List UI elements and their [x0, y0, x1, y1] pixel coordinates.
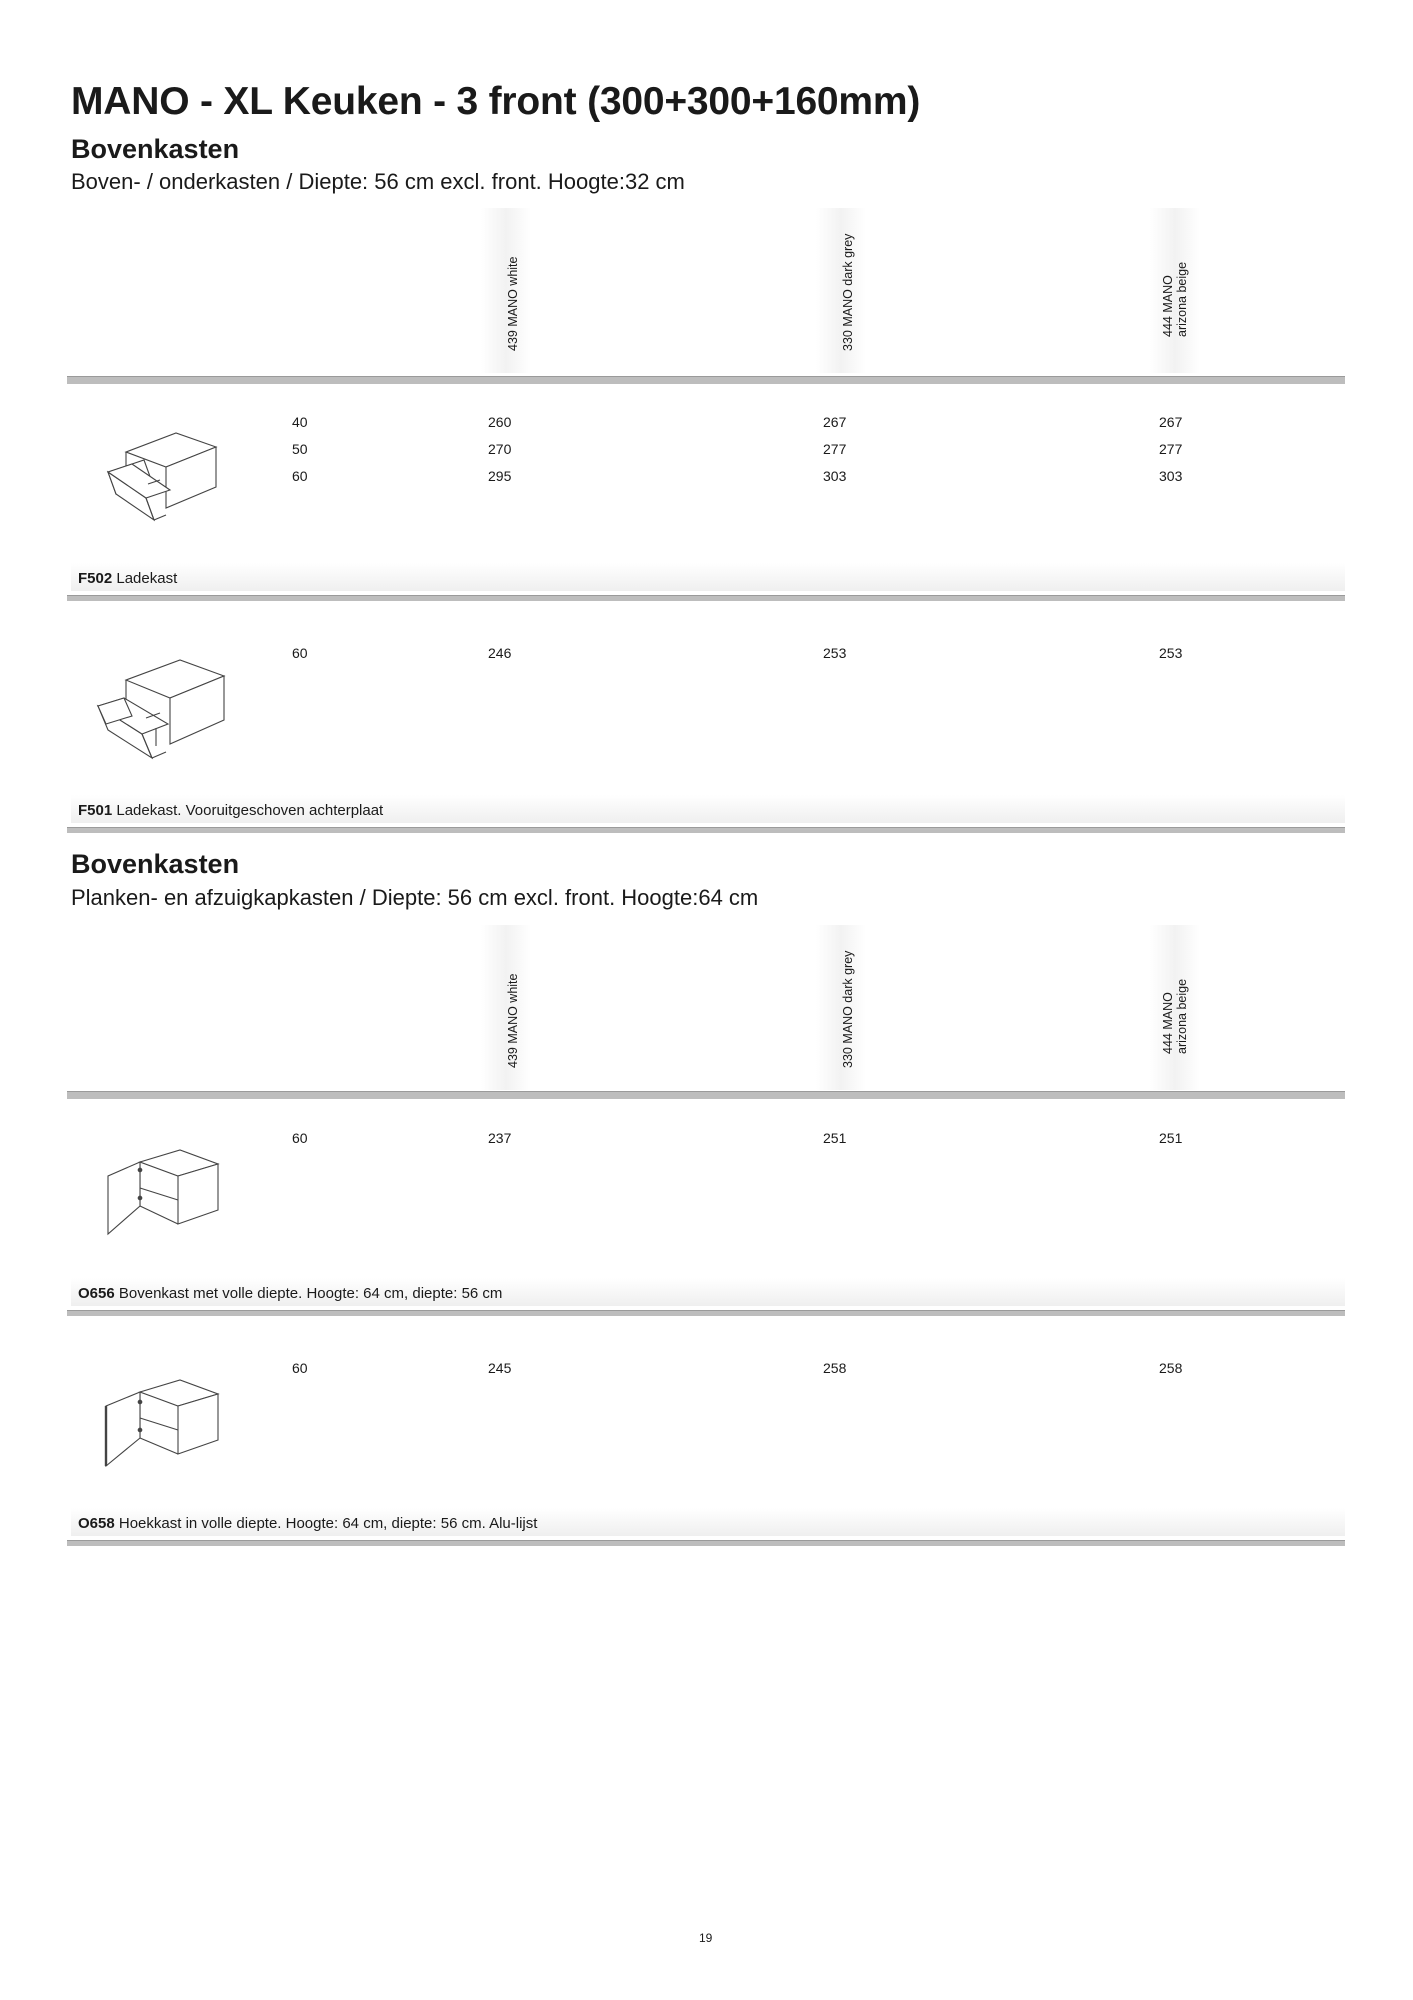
- column-header: [816, 208, 866, 373]
- price-cell: 253: [823, 645, 847, 661]
- column-header-label: 330 MANO dark grey: [841, 233, 855, 351]
- price-cell: 267: [823, 414, 847, 430]
- width-value: 60: [292, 1360, 308, 1376]
- column-header-label: 444 MANO arizona beige: [1161, 978, 1189, 1054]
- column-header: [1150, 925, 1200, 1090]
- price-cell: 251: [823, 1130, 847, 1146]
- product-description: Hoekkast in volle diepte. Hoogte: 64 cm, diepte: 56 cm. Alu-lijst: [118, 1515, 538, 1532]
- price-cell: 277: [823, 441, 847, 457]
- price-cell: 277: [1159, 441, 1183, 457]
- width-value: 60: [292, 1130, 308, 1146]
- width-value: 60: [292, 468, 308, 484]
- width-value: 50: [292, 441, 308, 457]
- price-cell: 260: [488, 414, 512, 430]
- column-header: [816, 925, 866, 1090]
- row-rule: [67, 827, 1345, 833]
- product-label: [78, 802, 383, 819]
- product-code: F502: [78, 570, 113, 587]
- corner-wall-cabinet-icon: [102, 1378, 224, 1473]
- column-header-label: 439 MANO white: [506, 256, 520, 351]
- column-header: [1150, 208, 1200, 373]
- product-description: Ladekast. Vooruitgeschoven achterplaat: [116, 802, 384, 819]
- product-label-band: [71, 563, 1345, 591]
- drawer-cabinet-open-icon: [96, 658, 231, 763]
- price-cell: 303: [1159, 468, 1183, 484]
- product-description: Ladekast: [116, 570, 178, 587]
- price-cell: 246: [488, 645, 512, 661]
- section-heading: Bovenkasten: [71, 134, 240, 164]
- width-value: 40: [292, 414, 308, 430]
- price-cell: 258: [823, 1360, 847, 1376]
- wall-cabinet-icon: [104, 1148, 224, 1238]
- page-title: MANO - XL Keuken - 3 front (300+300+160mm): [71, 80, 921, 123]
- price-cell: 245: [488, 1360, 512, 1376]
- row-rule: [67, 1540, 1345, 1546]
- column-header-label: 439 MANO white: [506, 973, 520, 1068]
- column-header: [481, 925, 531, 1090]
- price-cell: 237: [488, 1130, 512, 1146]
- product-label: [78, 1285, 502, 1302]
- product-description: Bovenkast met volle diepte. Hoogte: 64 cm, diepte: 56 cm: [118, 1285, 503, 1302]
- row-rule: [67, 1310, 1345, 1316]
- section-subheading: Planken- en afzuigkapkasten / Diepte: 56 cm excl. front. Hoogte:64 cm: [71, 885, 759, 910]
- page-number: 19: [699, 1931, 713, 1945]
- price-cell: 258: [1159, 1360, 1183, 1376]
- price-cell: 295: [488, 468, 512, 484]
- section-heading: Bovenkasten: [71, 849, 240, 879]
- section-subheading: Boven- / onderkasten / Diepte: 56 cm excl. front. Hoogte:32 cm: [71, 169, 685, 194]
- header-rule: [67, 376, 1345, 384]
- product-code: O656: [78, 1285, 115, 1302]
- column-header-label: 444 MANO arizona beige: [1161, 261, 1189, 337]
- column-header: [481, 208, 531, 373]
- product-label: [78, 1515, 537, 1532]
- price-cell: 267: [1159, 414, 1183, 430]
- product-code: O658: [78, 1515, 115, 1532]
- drawer-cabinet-icon: [104, 430, 224, 525]
- header-rule: [67, 1091, 1345, 1099]
- price-cell: 253: [1159, 645, 1183, 661]
- product-code: F501: [78, 802, 113, 819]
- width-value: 60: [292, 645, 308, 661]
- price-cell: 303: [823, 468, 847, 484]
- product-label: [78, 570, 177, 587]
- price-cell: 270: [488, 441, 512, 457]
- row-rule: [67, 595, 1345, 601]
- column-header-label: 330 MANO dark grey: [841, 950, 855, 1068]
- price-cell: 251: [1159, 1130, 1183, 1146]
